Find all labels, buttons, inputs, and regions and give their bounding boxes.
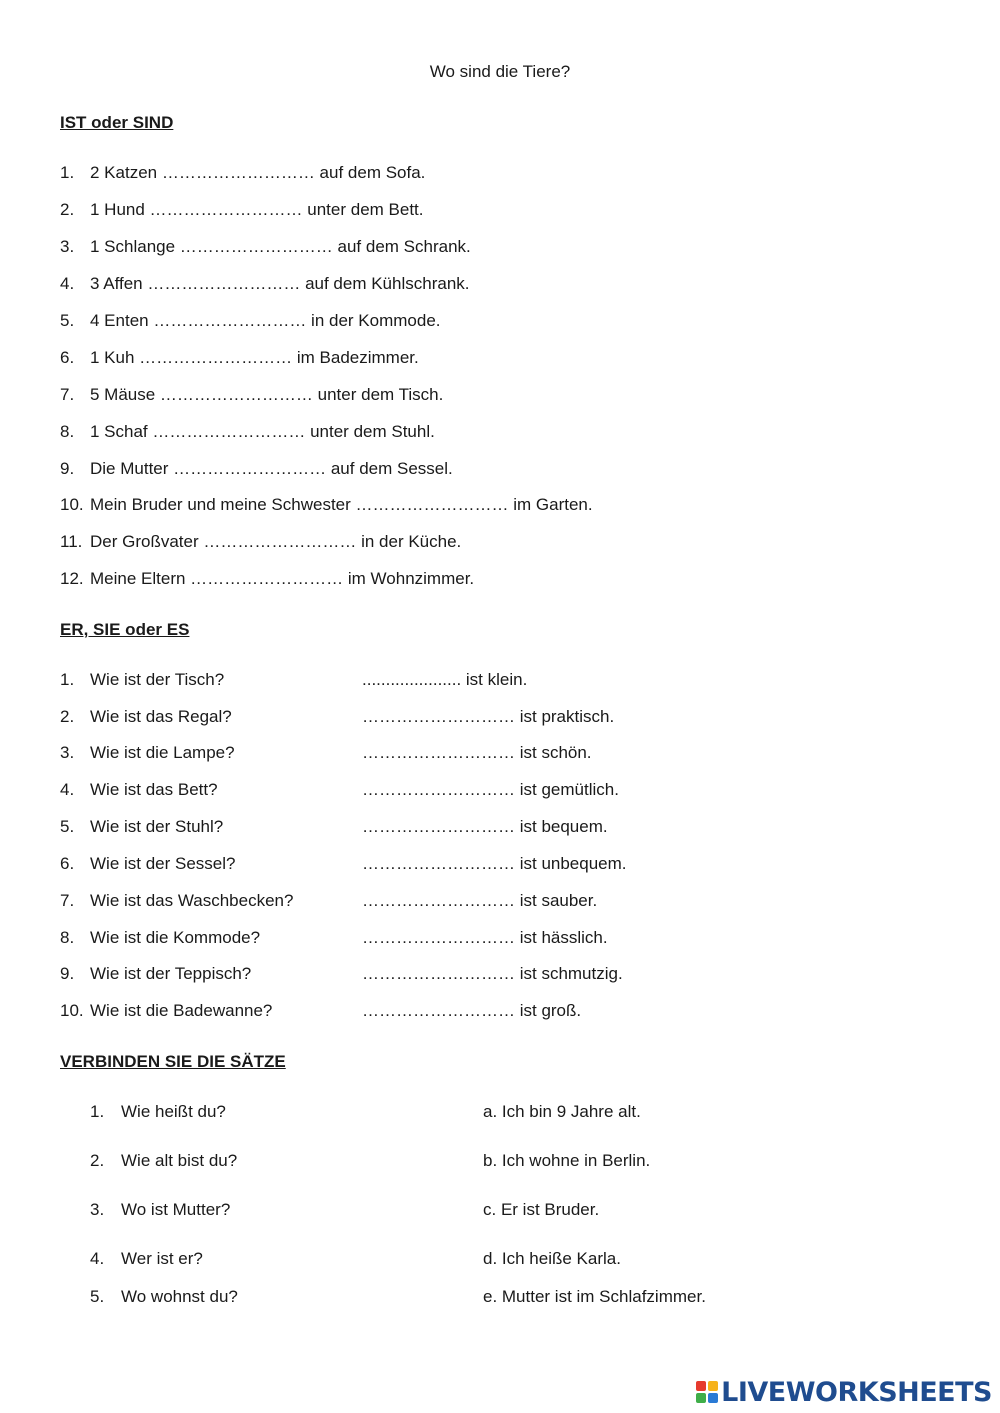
item-number: 10. <box>60 495 84 514</box>
item-sentence: 5 Mäuse ……………………… unter dem Tisch. <box>90 385 444 404</box>
item-sentence: 3 Affen ……………………… auf dem Kühlschrank. <box>90 274 470 293</box>
item-question: Wie ist der Tisch? <box>90 670 225 689</box>
exercise-item <box>60 707 960 727</box>
item-question: Wie ist der Teppisch? <box>90 964 252 983</box>
match-answer: d. Ich heiße Karla. <box>483 1249 621 1268</box>
item-answer-blank: ……………………… ist gemütlich. <box>362 780 619 799</box>
item-sentence: 4 Enten ……………………… in der Kommode. <box>90 311 441 330</box>
liveworksheets-logo <box>696 1377 992 1407</box>
item-sentence: 1 Schlange ……………………… auf dem Schrank. <box>90 237 471 256</box>
section-heading-er-sie-es: ER, SIE oder ES <box>60 620 190 639</box>
item-question: Wie ist die Badewanne? <box>90 1001 273 1020</box>
exercise-item <box>60 385 443 405</box>
match-answer: b. Ich wohne in Berlin. <box>483 1151 651 1170</box>
exercise-item <box>60 817 960 837</box>
item-answer-blank: ……………………… ist unbequem. <box>362 854 627 873</box>
item-number: 6. <box>60 348 75 367</box>
item-number: 7. <box>60 891 75 910</box>
exercise-item <box>60 928 960 948</box>
item-sentence: 1 Hund ……………………… unter dem Bett. <box>90 200 424 219</box>
exercise-item <box>60 459 453 479</box>
item-number: 1. <box>60 163 75 182</box>
item-sentence: 2 Katzen ……………………… auf dem Sofa. <box>90 163 426 182</box>
item-number: 7. <box>60 385 75 404</box>
section-heading-ist-sind: IST oder SIND <box>60 113 174 132</box>
item-number: 11. <box>60 532 83 551</box>
item-number: 9. <box>60 964 75 983</box>
item-answer-blank: ……………………… ist bequem. <box>362 817 608 836</box>
logo-icon <box>696 1381 718 1403</box>
logo-square-3 <box>696 1393 706 1403</box>
exercise-item <box>60 422 435 442</box>
item-question: Wie ist der Stuhl? <box>90 817 224 836</box>
exercise-item <box>60 200 424 220</box>
item-answer-blank: ……………………… ist schön. <box>362 743 592 762</box>
exercise-item <box>60 532 461 552</box>
exercise-item <box>60 1001 960 1021</box>
exercise-item <box>60 495 593 515</box>
item-number: 1. <box>60 670 75 689</box>
exercise-item <box>60 569 474 589</box>
exercise-item <box>60 964 960 984</box>
exercise-item <box>60 854 960 874</box>
item-sentence: Der Großvater ……………………… in der Küche. <box>90 532 462 551</box>
exercise-item <box>60 311 441 331</box>
item-sentence: Meine Eltern ……………………… im Wohnzimmer. <box>90 569 475 588</box>
exercise-item <box>60 274 470 294</box>
item-number: 5. <box>90 1287 105 1306</box>
item-number: 3. <box>90 1200 105 1219</box>
item-number: 6. <box>60 854 75 873</box>
match-answer: e. Mutter ist im Schlafzimmer. <box>483 1287 706 1306</box>
item-number: 12. <box>60 569 84 588</box>
match-question: Wer ist er? <box>121 1249 203 1268</box>
exercise-item <box>60 891 960 911</box>
item-question: Wie ist das Waschbecken? <box>90 891 294 910</box>
match-answer: a. Ich bin 9 Jahre alt. <box>483 1102 641 1121</box>
item-answer-blank: ……………………… ist groß. <box>362 1001 582 1020</box>
match-question: Wo ist Mutter? <box>121 1200 231 1219</box>
item-answer-blank: ……………………… ist schmutzig. <box>362 964 623 983</box>
item-number: 9. <box>60 459 75 478</box>
item-answer-blank: ……………………… ist hässlich. <box>362 928 608 947</box>
item-number: 2. <box>60 200 75 219</box>
match-question: Wie alt bist du? <box>121 1151 238 1170</box>
item-question: Wie ist die Kommode? <box>90 928 261 947</box>
item-answer-blank: ..................... ist klein. <box>362 670 528 689</box>
item-number: 1. <box>90 1102 105 1121</box>
item-number: 4. <box>60 274 75 293</box>
item-number: 4. <box>90 1249 105 1268</box>
worksheet-title: Wo sind die Tiere? <box>429 62 571 81</box>
logo-square-2 <box>708 1381 718 1391</box>
logo-square-4 <box>708 1393 718 1403</box>
item-question: Wie ist das Bett? <box>90 780 218 799</box>
exercise-item <box>60 780 960 800</box>
match-answer: c. Er ist Bruder. <box>483 1200 600 1219</box>
item-number: 4. <box>60 780 75 799</box>
exercise-item <box>60 348 419 368</box>
section-heading-verbinden: VERBINDEN SIE DIE SÄTZE <box>60 1052 286 1071</box>
exercise-item <box>60 743 960 763</box>
item-number: 5. <box>60 817 75 836</box>
item-number: 5. <box>60 311 75 330</box>
item-question: Wie ist das Regal? <box>90 707 232 726</box>
match-question: Wo wohnst du? <box>121 1287 238 1306</box>
exercise-item <box>60 163 425 183</box>
item-sentence: Die Mutter ……………………… auf dem Sessel. <box>90 459 453 478</box>
match-question: Wie heißt du? <box>121 1102 226 1121</box>
item-number: 10. <box>60 1001 84 1020</box>
item-number: 3. <box>60 743 75 762</box>
item-answer-blank: ……………………… ist praktisch. <box>362 707 615 726</box>
item-sentence: 1 Schaf ……………………… unter dem Stuhl. <box>90 422 435 441</box>
exercise-item <box>60 670 960 690</box>
item-number: 8. <box>60 422 75 441</box>
item-answer-blank: ……………………… ist sauber. <box>362 891 598 910</box>
item-question: Wie ist die Lampe? <box>90 743 235 762</box>
item-number: 2. <box>90 1151 105 1170</box>
exercise-item <box>60 237 471 257</box>
logo-square-1 <box>696 1381 706 1391</box>
item-sentence: Mein Bruder und meine Schwester ……………………… im Garten. <box>90 495 593 514</box>
item-number: 2. <box>60 707 75 726</box>
item-number: 3. <box>60 237 75 256</box>
item-question: Wie ist der Sessel? <box>90 854 236 873</box>
item-number: 8. <box>60 928 75 947</box>
logo-text: LIVEWORKSHEETS <box>721 1376 992 1408</box>
item-sentence: 1 Kuh ……………………… im Badezimmer. <box>90 348 419 367</box>
